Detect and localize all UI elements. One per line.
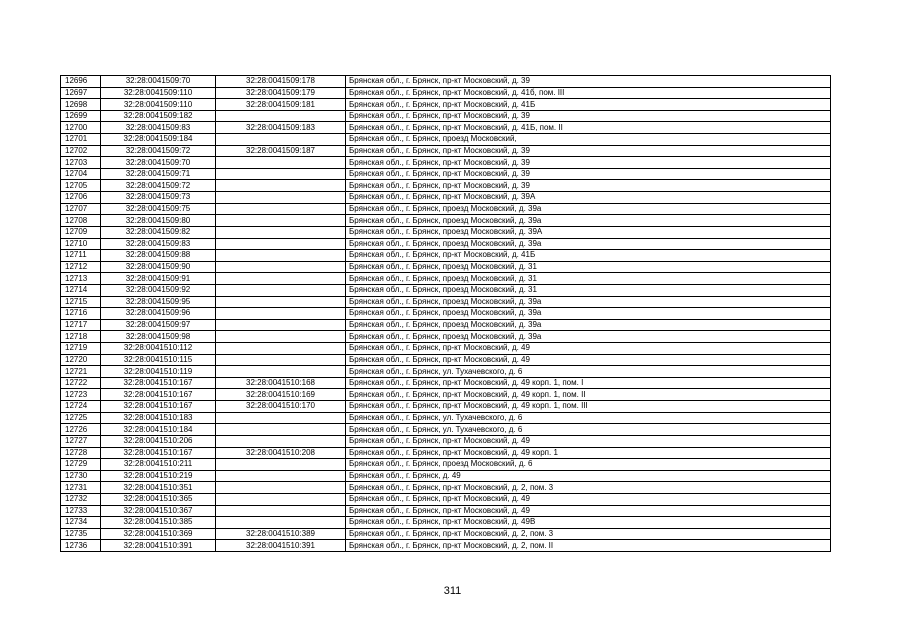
table-row <box>61 354 831 366</box>
table-row <box>61 168 831 180</box>
object-number-cell <box>216 424 346 436</box>
object-number-cell <box>216 157 346 169</box>
table-row <box>61 470 831 482</box>
object-number-cell <box>216 459 346 471</box>
table-row <box>61 528 831 540</box>
address-cell: Брянская обл., г. Брянск, пр-кт Московский, д. 49 <box>346 435 831 447</box>
object-number-cell <box>216 354 346 366</box>
parcel-number-cell: 32:28:0041509:70 <box>101 76 216 88</box>
object-number-cell <box>216 412 346 424</box>
address-cell: Брянская обл., г. Брянск, проезд Московский, д. 39А <box>346 226 831 238</box>
registry-table <box>60 75 831 552</box>
table-row <box>61 505 831 517</box>
object-number-cell: 32:28:0041510:169 <box>216 389 346 401</box>
object-number-cell <box>216 250 346 262</box>
table-row <box>61 296 831 308</box>
table-row <box>61 226 831 238</box>
row-number-cell: 12725 <box>61 412 101 424</box>
parcel-number-cell: 32:28:0041509:72 <box>101 145 216 157</box>
object-number-cell <box>216 238 346 250</box>
object-number-cell <box>216 168 346 180</box>
parcel-number-cell: 32:28:0041510:391 <box>101 540 216 552</box>
address-cell: Брянская обл., г. Брянск, пр-кт Московский, д. 49 корп. 1 <box>346 447 831 459</box>
parcel-number-cell: 32:28:0041510:351 <box>101 482 216 494</box>
parcel-number-cell: 32:28:0041509:184 <box>101 134 216 146</box>
address-cell: Брянская обл., г. Брянск, проезд Московский, д. 31 <box>346 284 831 296</box>
row-number-cell: 12702 <box>61 145 101 157</box>
table-row <box>61 412 831 424</box>
table-row <box>61 435 831 447</box>
page-number: 311 <box>443 585 462 597</box>
object-number-cell <box>216 482 346 494</box>
parcel-number-cell: 32:28:0041509:83 <box>101 238 216 250</box>
row-number-cell: 12707 <box>61 203 101 215</box>
object-number-cell <box>216 319 346 331</box>
parcel-number-cell: 32:28:0041510:211 <box>101 459 216 471</box>
table-row <box>61 250 831 262</box>
address-cell: Брянская обл., г. Брянск, пр-кт Московский, д. 39А <box>346 192 831 204</box>
address-cell: Брянская обл., г. Брянск, проезд Московский, <box>346 134 831 146</box>
parcel-number-cell: 32:28:0041510:167 <box>101 377 216 389</box>
address-cell: Брянская обл., г. Брянск, пр-кт Московский, д. 41Б, пом. II <box>346 122 831 134</box>
row-number-cell: 12716 <box>61 308 101 320</box>
table-row <box>61 493 831 505</box>
address-cell: Брянская обл., г. Брянск, пр-кт Московский, д. 49 <box>346 343 831 355</box>
row-number-cell: 12712 <box>61 261 101 273</box>
parcel-number-cell: 32:28:0041509:73 <box>101 192 216 204</box>
parcel-number-cell: 32:28:0041509:88 <box>101 250 216 262</box>
address-cell: Брянская обл., г. Брянск, пр-кт Московский, д. 49 корп. 1, пом. II <box>346 389 831 401</box>
table-row <box>61 284 831 296</box>
row-number-cell: 12726 <box>61 424 101 436</box>
object-number-cell <box>216 296 346 308</box>
table-row <box>61 308 831 320</box>
row-number-cell: 12724 <box>61 401 101 413</box>
parcel-number-cell: 32:28:0041510:167 <box>101 447 216 459</box>
row-number-cell: 12733 <box>61 505 101 517</box>
row-number-cell: 12713 <box>61 273 101 285</box>
row-number-cell: 12727 <box>61 435 101 447</box>
row-number-cell: 12708 <box>61 215 101 227</box>
object-number-cell <box>216 192 346 204</box>
address-cell: Брянская обл., г. Брянск, пр-кт Московский, д. 2, пом. II <box>346 540 831 552</box>
parcel-number-cell: 32:28:0041509:72 <box>101 180 216 192</box>
parcel-number-cell: 32:28:0041509:90 <box>101 261 216 273</box>
address-cell: Брянская обл., г. Брянск, проезд Московский, д. 39а <box>346 331 831 343</box>
address-cell: Брянская обл., г. Брянск, ул. Тухачевского, д. 6 <box>346 412 831 424</box>
parcel-number-cell: 32:28:0041510:365 <box>101 493 216 505</box>
object-number-cell: 32:28:0041510:170 <box>216 401 346 413</box>
row-number-cell: 12700 <box>61 122 101 134</box>
object-number-cell: 32:28:0041509:181 <box>216 99 346 111</box>
address-cell: Брянская обл., г. Брянск, пр-кт Московский, д. 49 <box>346 493 831 505</box>
table-row <box>61 482 831 494</box>
address-cell: Брянская обл., г. Брянск, пр-кт Московский, д. 41Б <box>346 250 831 262</box>
table-row <box>61 459 831 471</box>
row-number-cell: 12729 <box>61 459 101 471</box>
parcel-number-cell: 32:28:0041509:80 <box>101 215 216 227</box>
table-row <box>61 76 831 88</box>
address-cell: Брянская обл., г. Брянск, пр-кт Московский, д. 39 <box>346 168 831 180</box>
table-row <box>61 99 831 111</box>
parcel-number-cell: 32:28:0041509:70 <box>101 157 216 169</box>
parcel-number-cell: 32:28:0041509:71 <box>101 168 216 180</box>
object-number-cell <box>216 343 346 355</box>
table-row <box>61 157 831 169</box>
parcel-number-cell: 32:28:0041510:183 <box>101 412 216 424</box>
address-cell: Брянская обл., г. Брянск, пр-кт Московский, д. 39 <box>346 76 831 88</box>
row-number-cell: 12736 <box>61 540 101 552</box>
address-cell: Брянская обл., г. Брянск, проезд Московский, д. 6 <box>346 459 831 471</box>
row-number-cell: 12710 <box>61 238 101 250</box>
table-row <box>61 447 831 459</box>
table-row <box>61 261 831 273</box>
row-number-cell: 12705 <box>61 180 101 192</box>
object-number-cell <box>216 308 346 320</box>
row-number-cell: 12723 <box>61 389 101 401</box>
address-cell: Брянская обл., г. Брянск, проезд Московский, д. 39а <box>346 296 831 308</box>
address-cell: Брянская обл., г. Брянск, пр-кт Московский, д. 39 <box>346 145 831 157</box>
address-cell: Брянская обл., г. Брянск, проезд Московский, д. 39а <box>346 238 831 250</box>
table-row <box>61 377 831 389</box>
table-row <box>61 110 831 122</box>
address-cell: Брянская обл., г. Брянск, проезд Московский, д. 39а <box>346 215 831 227</box>
row-number-cell: 12706 <box>61 192 101 204</box>
table-row <box>61 319 831 331</box>
object-number-cell: 32:28:0041510:208 <box>216 447 346 459</box>
parcel-number-cell: 32:28:0041510:369 <box>101 528 216 540</box>
object-number-cell <box>216 505 346 517</box>
address-cell: Брянская обл., г. Брянск, проезд Московский, д. 31 <box>346 273 831 285</box>
row-number-cell: 12734 <box>61 517 101 529</box>
address-cell: Брянская обл., г. Брянск, ул. Тухачевского, д. 6 <box>346 424 831 436</box>
row-number-cell: 12699 <box>61 110 101 122</box>
address-cell: Брянская обл., г. Брянск, пр-кт Московский, д. 41б, пом. III <box>346 87 831 99</box>
object-number-cell: 32:28:0041510:391 <box>216 540 346 552</box>
row-number-cell: 12709 <box>61 226 101 238</box>
object-number-cell <box>216 110 346 122</box>
table-row <box>61 134 831 146</box>
object-number-cell: 32:28:0041510:389 <box>216 528 346 540</box>
table-row <box>61 424 831 436</box>
row-number-cell: 12698 <box>61 99 101 111</box>
table-row <box>61 401 831 413</box>
parcel-number-cell: 32:28:0041510:167 <box>101 389 216 401</box>
row-number-cell: 12718 <box>61 331 101 343</box>
row-number-cell: 12722 <box>61 377 101 389</box>
parcel-number-cell: 32:28:0041509:95 <box>101 296 216 308</box>
row-number-cell: 12715 <box>61 296 101 308</box>
address-cell: Брянская обл., г. Брянск, пр-кт Московский, д. 39 <box>346 110 831 122</box>
parcel-number-cell: 32:28:0041510:112 <box>101 343 216 355</box>
object-number-cell: 32:28:0041509:179 <box>216 87 346 99</box>
row-number-cell: 12721 <box>61 366 101 378</box>
row-number-cell: 12714 <box>61 284 101 296</box>
address-cell: Брянская обл., г. Брянск, пр-кт Московский, д. 49 <box>346 354 831 366</box>
row-number-cell: 12730 <box>61 470 101 482</box>
table-row <box>61 517 831 529</box>
table-row <box>61 389 831 401</box>
address-cell: Брянская обл., г. Брянск, пр-кт Московский, д. 49 корп. 1, пом. I <box>346 377 831 389</box>
row-number-cell: 12701 <box>61 134 101 146</box>
address-cell: Брянская обл., г. Брянск, пр-кт Московский, д. 2, пом. 3 <box>346 528 831 540</box>
address-cell: Брянская обл., г. Брянск, пр-кт Московский, д. 49В <box>346 517 831 529</box>
parcel-number-cell: 32:28:0041509:110 <box>101 87 216 99</box>
parcel-number-cell: 32:28:0041510:184 <box>101 424 216 436</box>
table-row <box>61 238 831 250</box>
row-number-cell: 12735 <box>61 528 101 540</box>
parcel-number-cell: 32:28:0041509:98 <box>101 331 216 343</box>
table-row <box>61 87 831 99</box>
row-number-cell: 12697 <box>61 87 101 99</box>
object-number-cell <box>216 134 346 146</box>
address-cell: Брянская обл., г. Брянск, пр-кт Московский, д. 49 корп. 1, пом. III <box>346 401 831 413</box>
object-number-cell <box>216 331 346 343</box>
table-row <box>61 366 831 378</box>
object-number-cell <box>216 493 346 505</box>
address-cell: Брянская обл., г. Брянск, проезд Московский, д. 39а <box>346 203 831 215</box>
address-cell: Брянская обл., г. Брянск, проезд Московский, д. 39а <box>346 319 831 331</box>
object-number-cell <box>216 226 346 238</box>
object-number-cell: 32:28:0041510:168 <box>216 377 346 389</box>
object-number-cell <box>216 203 346 215</box>
object-number-cell <box>216 180 346 192</box>
parcel-number-cell: 32:28:0041509:91 <box>101 273 216 285</box>
parcel-number-cell: 32:28:0041510:115 <box>101 354 216 366</box>
address-cell: Брянская обл., г. Брянск, пр-кт Московский, д. 39 <box>346 180 831 192</box>
row-number-cell: 12732 <box>61 493 101 505</box>
address-cell: Брянская обл., г. Брянск, ул. Тухачевского, д. 6 <box>346 366 831 378</box>
row-number-cell: 12704 <box>61 168 101 180</box>
object-number-cell <box>216 284 346 296</box>
row-number-cell: 12720 <box>61 354 101 366</box>
object-number-cell: 32:28:0041509:187 <box>216 145 346 157</box>
parcel-number-cell: 32:28:0041509:110 <box>101 99 216 111</box>
object-number-cell <box>216 517 346 529</box>
parcel-number-cell: 32:28:0041509:82 <box>101 226 216 238</box>
object-number-cell <box>216 261 346 273</box>
parcel-number-cell: 32:28:0041510:206 <box>101 435 216 447</box>
object-number-cell: 32:28:0041509:178 <box>216 76 346 88</box>
table-row <box>61 122 831 134</box>
registry-table-body <box>61 76 831 552</box>
table-row <box>61 203 831 215</box>
parcel-number-cell: 32:28:0041509:75 <box>101 203 216 215</box>
address-cell: Брянская обл., г. Брянск, пр-кт Московский, д. 49 <box>346 505 831 517</box>
parcel-number-cell: 32:28:0041510:219 <box>101 470 216 482</box>
parcel-number-cell: 32:28:0041509:182 <box>101 110 216 122</box>
table-row <box>61 192 831 204</box>
table-row <box>61 180 831 192</box>
parcel-number-cell: 32:28:0041510:367 <box>101 505 216 517</box>
parcel-number-cell: 32:28:0041509:83 <box>101 122 216 134</box>
table-row <box>61 215 831 227</box>
row-number-cell: 12731 <box>61 482 101 494</box>
object-number-cell <box>216 215 346 227</box>
row-number-cell: 12719 <box>61 343 101 355</box>
table-row <box>61 273 831 285</box>
row-number-cell: 12717 <box>61 319 101 331</box>
address-cell: Брянская обл., г. Брянск, проезд Московский, д. 39а <box>346 308 831 320</box>
row-number-cell: 12711 <box>61 250 101 262</box>
object-number-cell <box>216 366 346 378</box>
object-number-cell: 32:28:0041509:183 <box>216 122 346 134</box>
row-number-cell: 12703 <box>61 157 101 169</box>
table-row <box>61 145 831 157</box>
address-cell: Брянская обл., г. Брянск, пр-кт Московский, д. 41Б <box>346 99 831 111</box>
object-number-cell <box>216 435 346 447</box>
parcel-number-cell: 32:28:0041509:92 <box>101 284 216 296</box>
parcel-number-cell: 32:28:0041510:119 <box>101 366 216 378</box>
table-row <box>61 540 831 552</box>
parcel-number-cell: 32:28:0041509:96 <box>101 308 216 320</box>
address-cell: Брянская обл., г. Брянск, пр-кт Московский, д. 2, пом. 3 <box>346 482 831 494</box>
address-cell: Брянская обл., г. Брянск, проезд Московский, д. 31 <box>346 261 831 273</box>
row-number-cell: 12696 <box>61 76 101 88</box>
parcel-number-cell: 32:28:0041510:385 <box>101 517 216 529</box>
row-number-cell: 12728 <box>61 447 101 459</box>
address-cell: Брянская обл., г. Брянск, д. 49 <box>346 470 831 482</box>
table-row <box>61 343 831 355</box>
parcel-number-cell: 32:28:0041510:167 <box>101 401 216 413</box>
object-number-cell <box>216 273 346 285</box>
object-number-cell <box>216 470 346 482</box>
table-row <box>61 331 831 343</box>
parcel-number-cell: 32:28:0041509:97 <box>101 319 216 331</box>
address-cell: Брянская обл., г. Брянск, пр-кт Московский, д. 39 <box>346 157 831 169</box>
